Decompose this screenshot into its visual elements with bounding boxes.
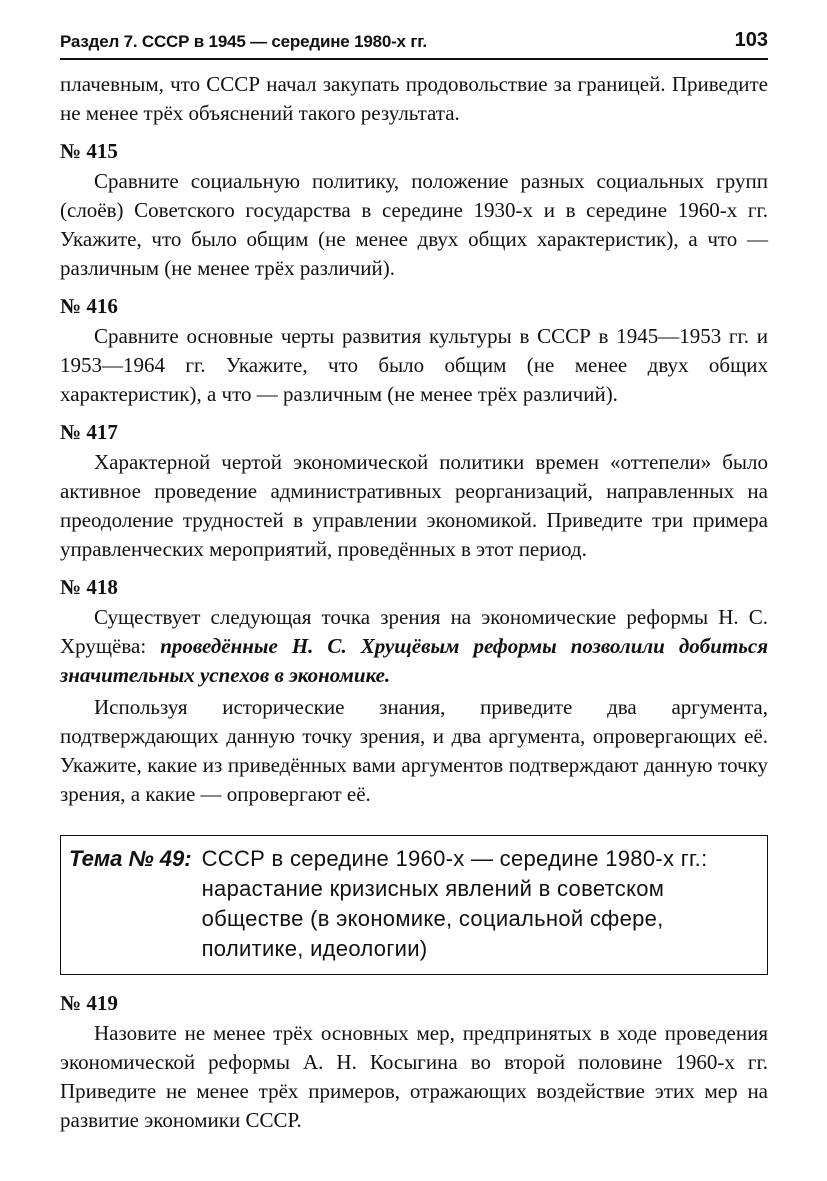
topic-label: Тема № 49:	[69, 846, 192, 871]
topic-title: СССР в середине 1960-х — середине 1980-х гг.: нарастание кризисных явлений в советском обществе (в экономике, социальной сфере, политике, идеологии)	[201, 846, 708, 961]
task-text-instructions: Используя исторические знания, приведите два аргумента, подтверждающих данную точку зрения, и два аргумента, опровергающих её. Укажите, какие из приведённых вами аргументов подтверждают данную точку зрения, а какие — опровергают её.	[60, 695, 768, 806]
task-415	[60, 137, 768, 283]
task-number: № 419	[60, 991, 118, 1015]
quoted-viewpoint: проведённые Н. С. Хрущёвым реформы позволили добиться значительных успехов в экономике.	[60, 634, 769, 687]
section-title: Раздел 7. СССР в 1945 — середине 1980-х гг.	[60, 32, 427, 51]
task-419	[60, 989, 768, 1135]
task-text: Назовите не менее трёх основных мер, предпринятых в ходе проведения экономической реформы А. Н. Косыгина во второй половине 1960-х гг. Приведите не менее трёх примеров, отражающих воздействие этих мер на развитие экономики СССР.	[60, 1021, 768, 1132]
task-text: Характерной чертой экономической политики времен «оттепели» было активное проведение административных реорганизаций, направленных на преодоление трудностей в управлении экономикой. Приведите три примера управленческих мероприятий, проведённых в этот период.	[60, 450, 768, 561]
task-418	[60, 573, 768, 809]
task-text	[60, 603, 768, 690]
running-header	[60, 18, 768, 60]
textbook-page	[60, 18, 768, 1135]
task-416	[60, 292, 768, 409]
task-number: № 415	[60, 139, 118, 163]
task-number: № 417	[60, 420, 118, 444]
page-number: 103	[734, 29, 768, 51]
task-text: Сравните социальную политику, положение разных социальных групп (слоёв) Советского государства в середине 1930-х и в середине 1960-х гг. Укажите, что было общим (не менее двух общих характеристик), а что — различным (не менее трёх различий).	[60, 169, 768, 280]
topic-box	[60, 835, 768, 975]
task-number: № 418	[60, 575, 118, 599]
task-417	[60, 418, 768, 564]
task-lead-text: Существует следующая точка зрения на экономические реформы Н. С. Хрущёва:	[60, 605, 768, 658]
task-number: № 416	[60, 294, 118, 318]
continued-paragraph: плачевным, что СССР начал закупать продовольствие за границей. Приведите не менее трёх объяснений такого результата.	[60, 72, 768, 125]
task-text: Сравните основные черты развития культуры в СССР в 1945—1953 гг. и 1953—1964 гг. Укажите, что было общим (не менее двух общих характеристик), а что — различным (не менее трёх различий).	[60, 324, 768, 406]
